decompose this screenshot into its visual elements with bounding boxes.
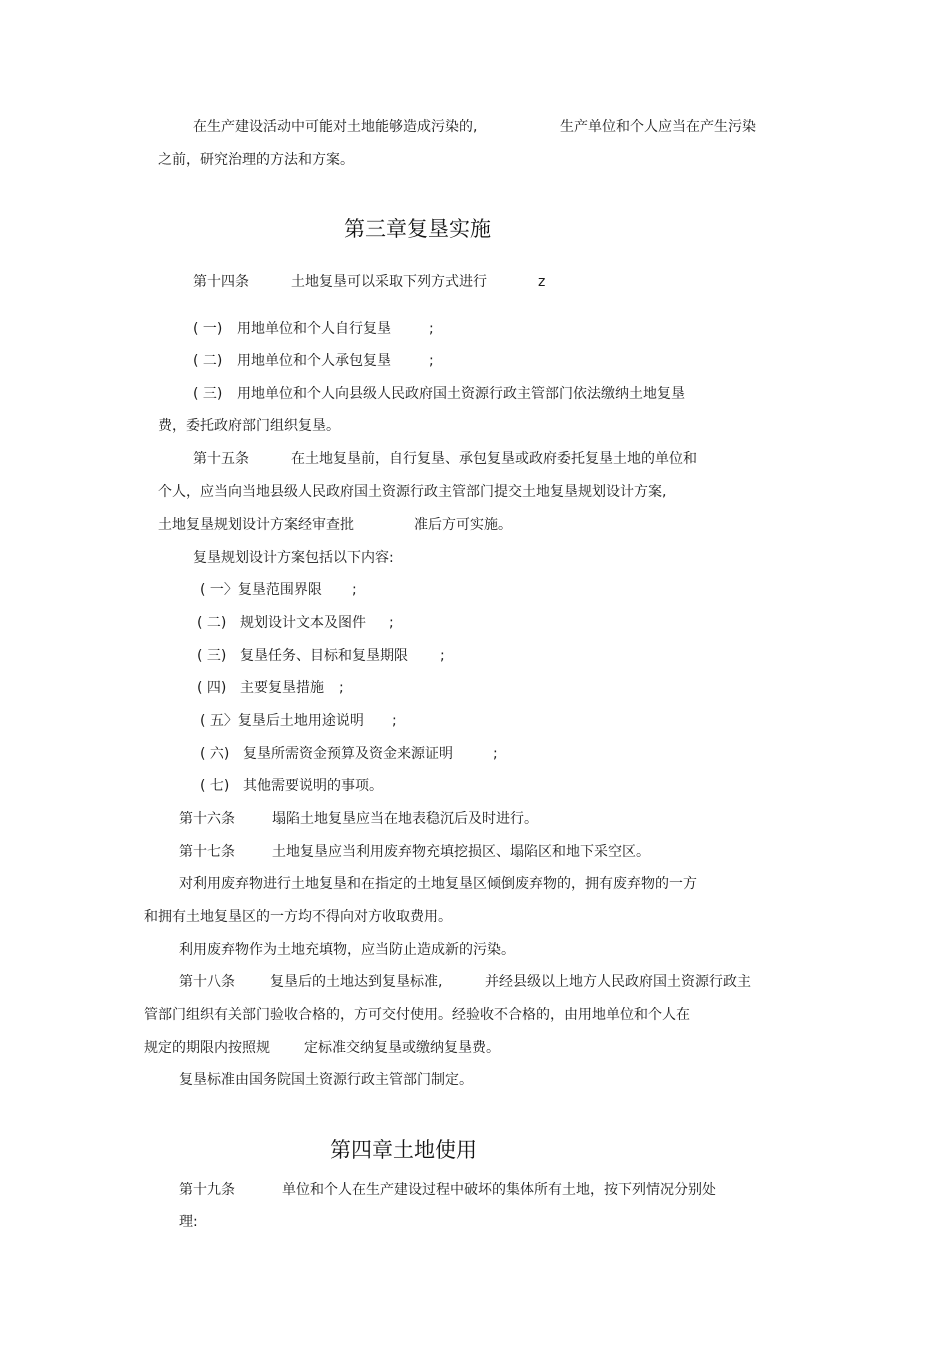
paragraph-line: 准后方可实施。 bbox=[414, 517, 512, 533]
paragraph-line: 规定的期限内按照规 bbox=[144, 1040, 270, 1056]
list-item-text: 主要复垦措施 bbox=[240, 680, 324, 696]
list-item-text: ; bbox=[352, 582, 357, 598]
article-number: 第十六条 bbox=[179, 811, 235, 827]
paragraph-line: 土地复垦应当利用废弃物充填挖损区、塌陷区和地下采空区。 bbox=[272, 844, 650, 860]
paragraph-line: 复垦标准由国务院国土资源行政主管部门制定。 bbox=[179, 1072, 473, 1088]
article-number: 第十八条 bbox=[179, 974, 235, 990]
list-item-marker: ( 二) bbox=[193, 353, 223, 369]
paragraph-line: 费，委托政府部门组织复垦。 bbox=[158, 418, 340, 434]
list-item-marker: ( 三) bbox=[193, 386, 223, 402]
list-item-text: 用地单位和个人承包复垦 bbox=[237, 353, 391, 369]
list-item-marker: ( 三) bbox=[197, 648, 227, 664]
paragraph-line: 定标准交纳复垦或缴纳复垦费。 bbox=[304, 1040, 500, 1056]
paragraph-line: 复垦规划设计方案包括以下内容: bbox=[193, 550, 394, 566]
list-item-text: ( 一〉复垦范围界限 bbox=[200, 582, 322, 598]
paragraph-line: 并经县级以上地方人民政府国土资源行政主 bbox=[485, 974, 751, 990]
list-item-marker: ( 六) bbox=[200, 746, 230, 762]
paragraph-line: z bbox=[538, 274, 546, 290]
paragraph-line: 利用废弃物作为土地充填物，应当防止造成新的污染。 bbox=[179, 942, 515, 958]
paragraph-line: 之前，研究治理的方法和方案。 bbox=[158, 152, 354, 168]
list-item-text: 用地单位和个人向县级人民政府国土资源行政主管部门依法缴纳土地复垦 bbox=[237, 386, 685, 402]
list-item-text: 规划设计文本及图件 bbox=[240, 615, 366, 631]
list-item-marker: ( 四) bbox=[197, 680, 227, 696]
paragraph-line: 塌陷土地复垦应当在地表稳沉后及时进行。 bbox=[272, 811, 538, 827]
list-item-text: 复垦所需资金预算及资金来源证明 bbox=[243, 746, 453, 762]
list-item-text: 复垦任务、目标和复垦期限 bbox=[240, 648, 408, 664]
article-number: 第十七条 bbox=[179, 844, 235, 860]
list-item-marker: ( 七) bbox=[200, 778, 230, 794]
paragraph-line: 复垦后的土地达到复垦标准, bbox=[270, 974, 443, 990]
list-item-text: ; bbox=[429, 353, 434, 369]
list-item-text: ; bbox=[493, 746, 498, 762]
list-item-text: 用地单位和个人自行复垦 bbox=[237, 321, 391, 337]
list-item-text: ; bbox=[440, 648, 445, 664]
list-item-text: ; bbox=[389, 615, 394, 631]
article-number: 第十四条 bbox=[193, 274, 249, 290]
paragraph-line: 对利用废弃物进行土地复垦和在指定的土地复垦区倾倒废弃物的，拥有废弃物的一方 bbox=[179, 876, 697, 892]
chapter-heading: 第四章土地使用 bbox=[330, 1138, 477, 1162]
article-number: 第十五条 bbox=[193, 451, 249, 467]
paragraph-line: 土地复垦规划设计方案经审查批 bbox=[158, 517, 354, 533]
paragraph-line: 和拥有土地复垦区的一方均不得向对方收取费用。 bbox=[144, 909, 452, 925]
paragraph-line: 单位和个人在生产建设过程中破坏的集体所有土地，按下列情况分别处 bbox=[282, 1182, 716, 1198]
paragraph-line: 理: bbox=[179, 1214, 198, 1230]
paragraph-line: 在生产建设活动中可能对土地能够造成污染的, bbox=[193, 119, 478, 135]
list-item-text: ( 五〉复垦后土地用途说明 bbox=[200, 713, 364, 729]
paragraph-line: 土地复垦可以采取下列方式进行 bbox=[291, 274, 487, 290]
paragraph-line: 管部门组织有关部门验收合格的，方可交付使用。经验收不合格的，由用地单位和个人在 bbox=[144, 1007, 690, 1023]
article-number: 第十九条 bbox=[179, 1182, 235, 1198]
list-item-text: ; bbox=[392, 713, 397, 729]
chapter-heading: 第三章复垦实施 bbox=[344, 217, 491, 241]
list-item-marker: ( 一) bbox=[193, 321, 223, 337]
list-item-text: ; bbox=[339, 680, 344, 696]
paragraph-line: 在土地复垦前，自行复垦、承包复垦或政府委托复垦土地的单位和 bbox=[291, 451, 697, 467]
paragraph-line: 生产单位和个人应当在产生污染 bbox=[560, 119, 756, 135]
list-item-text: 其他需要说明的事项。 bbox=[243, 778, 383, 794]
list-item-text: ; bbox=[429, 321, 434, 337]
paragraph-line: 个人，应当向当地县级人民政府国土资源行政主管部门提交土地复垦规划设计方案, bbox=[158, 484, 667, 500]
list-item-marker: ( 二) bbox=[197, 615, 227, 631]
